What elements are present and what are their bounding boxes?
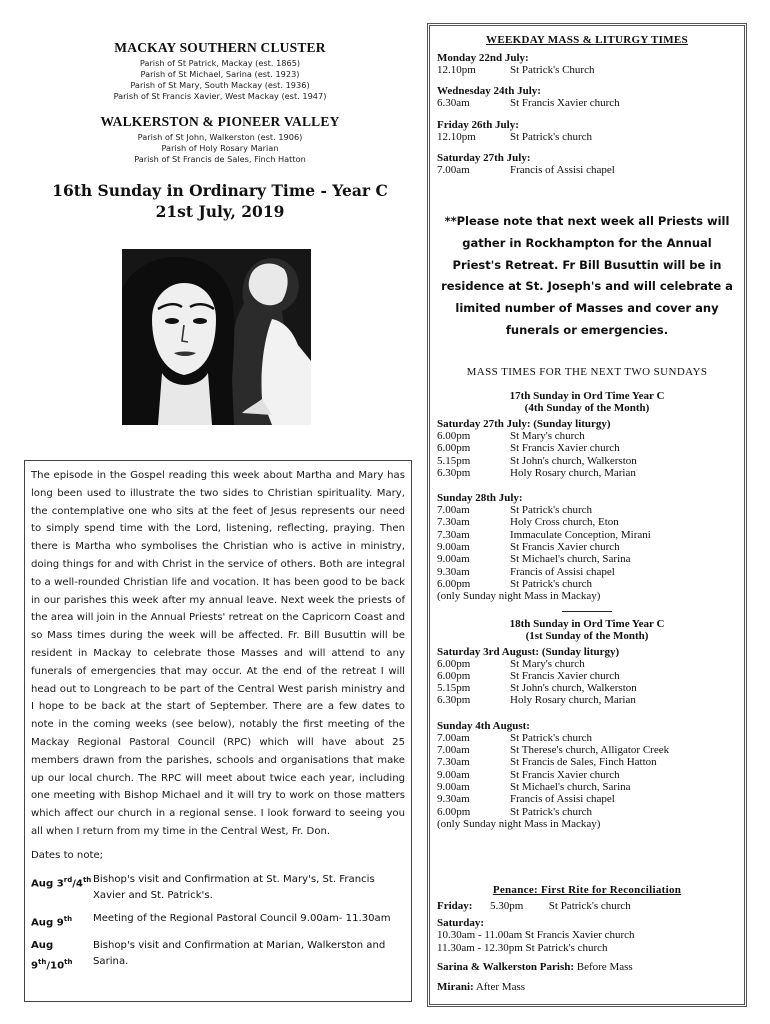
mass-row — [437, 682, 737, 694]
mass-time: 6.30pm — [437, 694, 471, 707]
mass-row — [437, 430, 737, 442]
penance-saturday-row: 11.30am - 12.30pm St Patrick's church — [437, 941, 608, 954]
mass-place: St Michael's church, Sarina — [510, 780, 631, 793]
mass-time: 7.00am — [437, 163, 470, 176]
mass-place: St Patrick's church — [510, 504, 593, 517]
mass-place: St Francis de Sales, Finch Hatton — [510, 756, 657, 769]
mass-time: 6.00pm — [437, 430, 471, 442]
cluster-parish: Parish of St Patrick, Mackay (est. 1865) — [139, 58, 301, 68]
day-label: Sunday 28th July: — [437, 492, 523, 505]
mass-row — [437, 670, 737, 682]
mass-row — [437, 756, 737, 768]
sunday-block — [437, 618, 737, 831]
mass-row — [437, 164, 737, 176]
day-label: Monday 22nd July: — [437, 52, 529, 64]
mass-time: 6.00pm — [437, 669, 471, 682]
mass-place: St John's church, Walkerston — [510, 682, 637, 695]
mass-time: 6.00pm — [437, 657, 471, 670]
mass-row — [437, 578, 737, 590]
mass-place: St Patrick's church — [510, 805, 593, 818]
weekday-day — [437, 52, 737, 76]
penance-sarina-text: Before Mass — [576, 960, 633, 973]
date-text: Bishop's visit and Confirmation at Marian, Walkerston and Sarina. — [93, 939, 386, 967]
mass-row — [437, 566, 737, 578]
mass-time: 6.30pm — [437, 466, 471, 479]
sunday-block-subtitle: (1st Sunday of the Month) — [525, 629, 649, 642]
mass-time: 7.30am — [437, 528, 470, 541]
mass-row — [437, 541, 737, 553]
valley-parish: Parish of St Francis de Sales, Finch Hatton — [134, 154, 306, 164]
penance-saturday-row: 10.30am - 11.00am St Francis Xavier church — [437, 929, 635, 942]
cluster-parish: Parish of St Francis Xavier, West Mackay (est. 1947) — [113, 91, 327, 101]
day-label: Sunday 4th August: — [437, 719, 530, 732]
mass-row — [437, 529, 737, 541]
penance-sarina — [437, 960, 737, 974]
mass-times-panel — [427, 23, 747, 1007]
cluster-title: MACKAY SOUTHERN CLUSTER — [114, 40, 326, 55]
mass-time: 9.00am — [437, 553, 470, 566]
date-label: Aug 9th/10th — [31, 939, 73, 972]
mass-place: St Francis Xavier church — [510, 442, 620, 455]
sunday-block-subtitle: (4th Sunday of the Month) — [524, 402, 650, 414]
pastor-letter-box — [24, 460, 412, 1002]
cluster-parish: Parish of St Michael, Sarina (est. 1923) — [140, 69, 300, 79]
retreat-notice: **Please note that next week all Priests will gather in Rockhampton for the Annual Priest's Retreat. Fr Bill Busuttin will be in residence at St. Joseph's and will celebrate a limited number of Masses and cover any funerals or emergencies. — [441, 214, 733, 337]
mass-place: Holy Cross church, Eton — [510, 516, 619, 529]
sunday-block — [437, 390, 737, 603]
sunday-note: (only Sunday night Mass in Mackay) — [437, 817, 601, 830]
mass-row — [437, 769, 737, 781]
penance-mirani — [437, 980, 737, 994]
mass-row — [437, 553, 737, 565]
section-divider — [562, 611, 612, 612]
sunday-title: 16th Sunday in Ordinary Time - Year C — [52, 181, 388, 200]
mass-place: St Francis Xavier church — [510, 541, 620, 554]
penance-saturday-label: Saturday: — [437, 917, 485, 929]
mass-row — [437, 64, 737, 76]
mass-time: 7.00am — [437, 504, 470, 517]
sunday-block-title: 18th Sunday in Ord Time Year C — [509, 617, 665, 630]
penance-mirani-label: Mirani: — [437, 980, 474, 993]
date-text: Bishop's visit and Confirmation at St. Mary's, St. Francis Xavier and St. Patrick's. — [93, 873, 375, 901]
date-item — [31, 872, 405, 904]
mass-row — [437, 658, 737, 670]
mass-time: 12.10pm — [437, 64, 476, 76]
mass-row — [437, 694, 737, 706]
sunday-date: 21st July, 2019 — [155, 202, 285, 221]
mass-row — [437, 793, 737, 805]
penance-heading: Penance: First Rite for Reconciliation — [492, 884, 682, 896]
pastor-letter: The episode in the Gospel reading this week about Martha and Mary has long been used to illustrate the two sides to Christian spirituality. Mary, the contemplative one who sits at the feet of Jesus represents our need to simply spend time with the Lord, listening, reflecting, praying. Then there is Martha who symbolises the Christian who is active in ministry, doing things for and with Christ in the service of others. Both are integral to a well-rounded Christian life and vocation. It has been good to be back in our parishes this week after my annual leave. Next week the priests of the area will join in the Annual Priests' retreat on the Capricorn Coast and so Mass times during the week will be affected. Fr. Bill Busuttin will be resident in Mackay to celebrate those Masses and will attend to any funerals of emergencies that may occur. At the end of the retreat I will head out to Longreach to be part of the Central West parish ministry and I hope to be back at the start of September. There are a few dates to note in the coming weeks (see below), notably the first meeting of the Mackay Regional Pastoral Council (RPC) which will have about 25 members drawn from the parishes, schools and organisations that make up our local church. The RPC will meet about twice each year, including one meeting with Bishop Michael and it will try to work on those matters which affect our church in a regional sense. I look forward to seeing you all when I return from my time in the Central West, Fr. Don. — [31, 470, 405, 837]
mass-time: 9.00am — [437, 768, 470, 781]
sunday-title-block — [30, 180, 410, 222]
mass-place: St Mary's church — [510, 430, 585, 442]
mass-time: 9.30am — [437, 793, 470, 806]
mass-place: St Patrick's church — [510, 577, 593, 590]
mass-place: St Patrick's Church — [510, 64, 595, 76]
mass-row — [437, 467, 737, 479]
mass-time: 12.10pm — [437, 130, 476, 143]
mass-place: Immaculate Conception, Mirani — [510, 528, 651, 541]
dates-heading: Dates to note; — [31, 849, 104, 861]
valley-title: WALKERSTON & PIONEER VALLEY — [100, 114, 340, 129]
penance-friday-time: 5.30pm — [489, 900, 524, 912]
mass-time: 9.00am — [437, 780, 470, 793]
sunday-block-title: 17th Sunday in Ord Time Year C — [509, 390, 665, 402]
mass-time: 6.30am — [437, 97, 470, 110]
mass-place: Francis of Assisi chapel — [510, 163, 615, 176]
date-text: Meeting of the Regional Pastoral Council 9.00am- 11.30am — [93, 912, 391, 924]
valley-parish: Parish of St John, Walkerston (est. 1906) — [137, 132, 303, 142]
day-label: Saturday 27th July: (Sunday liturgy) — [437, 418, 611, 430]
mass-row — [437, 732, 737, 744]
mass-row — [437, 504, 737, 516]
mass-time: 9.30am — [437, 565, 470, 578]
mass-place: St John's church, Walkerston — [510, 454, 637, 467]
mass-time: 7.30am — [437, 756, 470, 769]
valley-parish: Parish of Holy Rosary Marian — [161, 143, 279, 153]
mass-row — [437, 131, 737, 143]
penance-section — [437, 884, 737, 994]
mass-time: 9.00am — [437, 541, 470, 554]
mass-time: 6.00pm — [437, 805, 471, 818]
mass-row — [437, 455, 737, 467]
weekday-section — [437, 34, 737, 176]
mass-place: St Therese's church, Alligator Creek — [510, 744, 670, 757]
penance-friday — [437, 899, 737, 913]
mass-place: St Patrick's church — [510, 130, 593, 143]
penance-friday-label: Friday: — [437, 900, 473, 912]
illustration-svg — [122, 249, 311, 425]
mass-row — [437, 516, 737, 528]
mass-place: St Michael's church, Sarina — [510, 553, 631, 566]
mass-time: 7.00am — [437, 744, 470, 757]
mass-row — [437, 781, 737, 793]
mass-place: St Patrick's church — [510, 731, 593, 744]
weekday-day — [437, 119, 737, 143]
sundays-section — [437, 366, 737, 830]
mass-time: 6.00pm — [437, 577, 471, 590]
penance-mirani-text: After Mass — [475, 980, 526, 993]
mass-place: St Mary's church — [510, 657, 585, 670]
day-label: Saturday 3rd August: (Sunday liturgy) — [437, 645, 620, 658]
cluster-parish: Parish of St Mary, South Mackay (est. 1936) — [130, 80, 310, 90]
day-label: Friday 26th July: — [437, 118, 519, 131]
mass-place: St Francis Xavier church — [510, 669, 620, 682]
martha-mary-illustration — [122, 249, 311, 425]
mass-row — [437, 806, 737, 818]
mass-place: St Francis Xavier church — [510, 97, 620, 110]
date-item — [31, 911, 405, 931]
date-item — [31, 938, 405, 974]
mass-time: 5.15pm — [437, 454, 471, 467]
mass-time: 6.00pm — [437, 442, 471, 455]
penance-friday-place: St Patrick's church — [548, 900, 631, 912]
parish-header — [60, 40, 380, 165]
penance-sarina-label: Sarina & Walkerston Parish: — [437, 960, 575, 973]
weekday-day — [437, 85, 737, 109]
mass-place: Holy Rosary church, Marian — [510, 694, 636, 707]
mass-time: 5.15pm — [437, 682, 471, 695]
penance-saturday — [437, 917, 737, 954]
weekday-heading: WEEKDAY MASS & LITURGY TIMES — [486, 34, 688, 46]
weekday-day — [437, 152, 737, 176]
day-label: Wednesday 24th July: — [437, 85, 541, 98]
mass-time: 7.00am — [437, 731, 470, 744]
sundays-heading: MASS TIMES FOR THE NEXT TWO SUNDAYS — [466, 366, 708, 378]
mass-place: Francis of Assisi chapel — [510, 793, 615, 806]
mass-place: Holy Rosary church, Marian — [510, 466, 636, 479]
mass-row — [437, 442, 737, 454]
mass-place: St Francis Xavier church — [510, 768, 620, 781]
mass-row — [437, 97, 737, 109]
day-label: Saturday 27th July: — [437, 151, 531, 164]
mass-row — [437, 744, 737, 756]
mass-place: Francis of Assisi chapel — [510, 565, 615, 578]
sunday-note: (only Sunday night Mass in Mackay) — [437, 590, 601, 603]
mass-time: 7.30am — [437, 516, 470, 529]
date-label: Aug 3rd/4th — [31, 875, 92, 889]
date-label: Aug 9th — [31, 914, 73, 928]
